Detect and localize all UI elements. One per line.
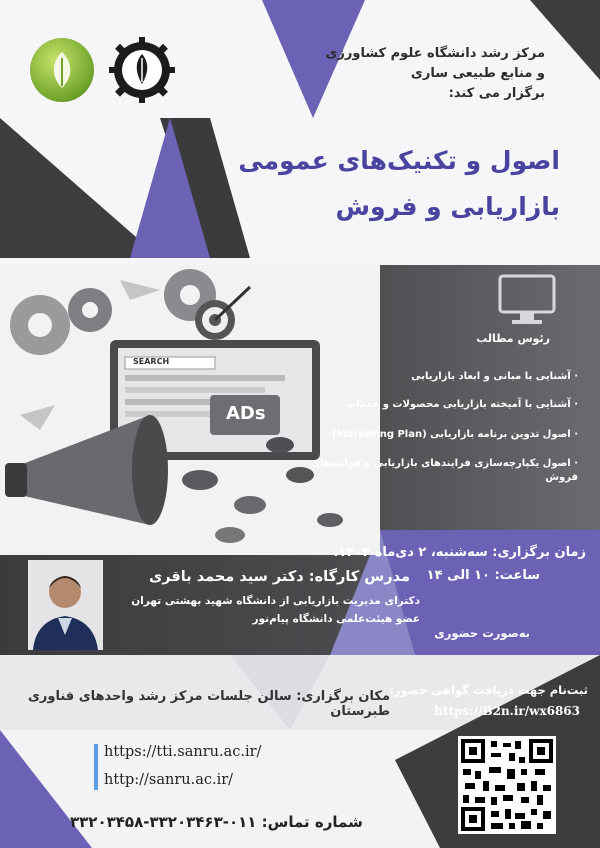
instructor-photo: [28, 560, 103, 650]
university-logo: [108, 36, 176, 104]
qr-code[interactable]: [458, 736, 556, 834]
instructor-name: مدرس کارگاه: دکتر سید محمد باقری: [149, 569, 410, 585]
workshop-title: [180, 138, 560, 230]
topic-item-2: · آشنایی با آمیخته بازاریابی محصولات و خدمات: [346, 399, 578, 410]
topics-heading: رئوس مطالب: [476, 332, 550, 345]
contact-label: شماره تماس:: [261, 813, 363, 831]
venue-text: مکان برگزاری: سالن جلسات مرکز رشد واحدهای فناوری طبرستان: [28, 689, 390, 719]
instructor-affiliation: عضو هیئت‌علمی دانشگاه پیام‌نور: [252, 613, 420, 625]
topic-item-3: · اصول تدوین برنامه بازاریابی (Marketing Plan): [332, 429, 578, 440]
registration-link[interactable]: https://B2n.ir/wx6863: [434, 704, 580, 718]
qr-code-icon: [461, 739, 553, 831]
organizer-line1: مرکز رشد دانشگاه علوم کشاورزی: [325, 46, 545, 61]
schedule-date: زمان برگزاری: سه‌شنبه، ۲ دی‌ماه ۱۴۰۴،: [333, 545, 586, 560]
search-label: SEARCH: [133, 357, 170, 366]
website-link-2[interactable]: http://sanru.ac.ir/: [104, 772, 234, 788]
gear-wheat-icon: [108, 36, 176, 104]
attendance-mode: به‌صورت حضوری: [434, 626, 530, 640]
schedule-time: ساعت: ۱۰ الی ۱۴: [426, 568, 540, 583]
instructor-degree: دکترای مدیریت بازاریابی از دانشگاه شهید بهشتی تهران: [131, 595, 420, 607]
topic-item-1: · آشنایی با مبانی و ابعاد بازاریابی: [411, 371, 578, 382]
ads-label: ADs: [226, 403, 266, 424]
link-accent-bar: [94, 744, 98, 790]
contact-phones: ۰۱۱-۳۳۲۰۳۴۶۳-۳۳۲۰۳۴۵۸: [70, 813, 257, 831]
organizer-line3: برگزار می کند:: [448, 86, 545, 101]
title-line2: بازاریابی و فروش: [335, 192, 560, 221]
contact-line: [70, 813, 370, 831]
incubator-logo: [30, 38, 94, 102]
registration-label: ثبت‌نام جهت دریافت گواهی حضور:: [389, 683, 588, 697]
website-link-1[interactable]: https://tti.sanru.ac.ir/: [104, 744, 262, 760]
monitor-icon: [498, 274, 556, 328]
title-line1: اصول و تکنیک‌های عمومی: [238, 146, 560, 175]
organizer-line2: و منابع طبیعی ساری: [410, 66, 545, 81]
leaf-icon: [30, 38, 94, 102]
topic-item-4: · اصول یکپارچه‌سازی فرایندهای بازاریابی و فرایندهای فروش: [310, 458, 578, 483]
organizer-text: [265, 44, 545, 104]
